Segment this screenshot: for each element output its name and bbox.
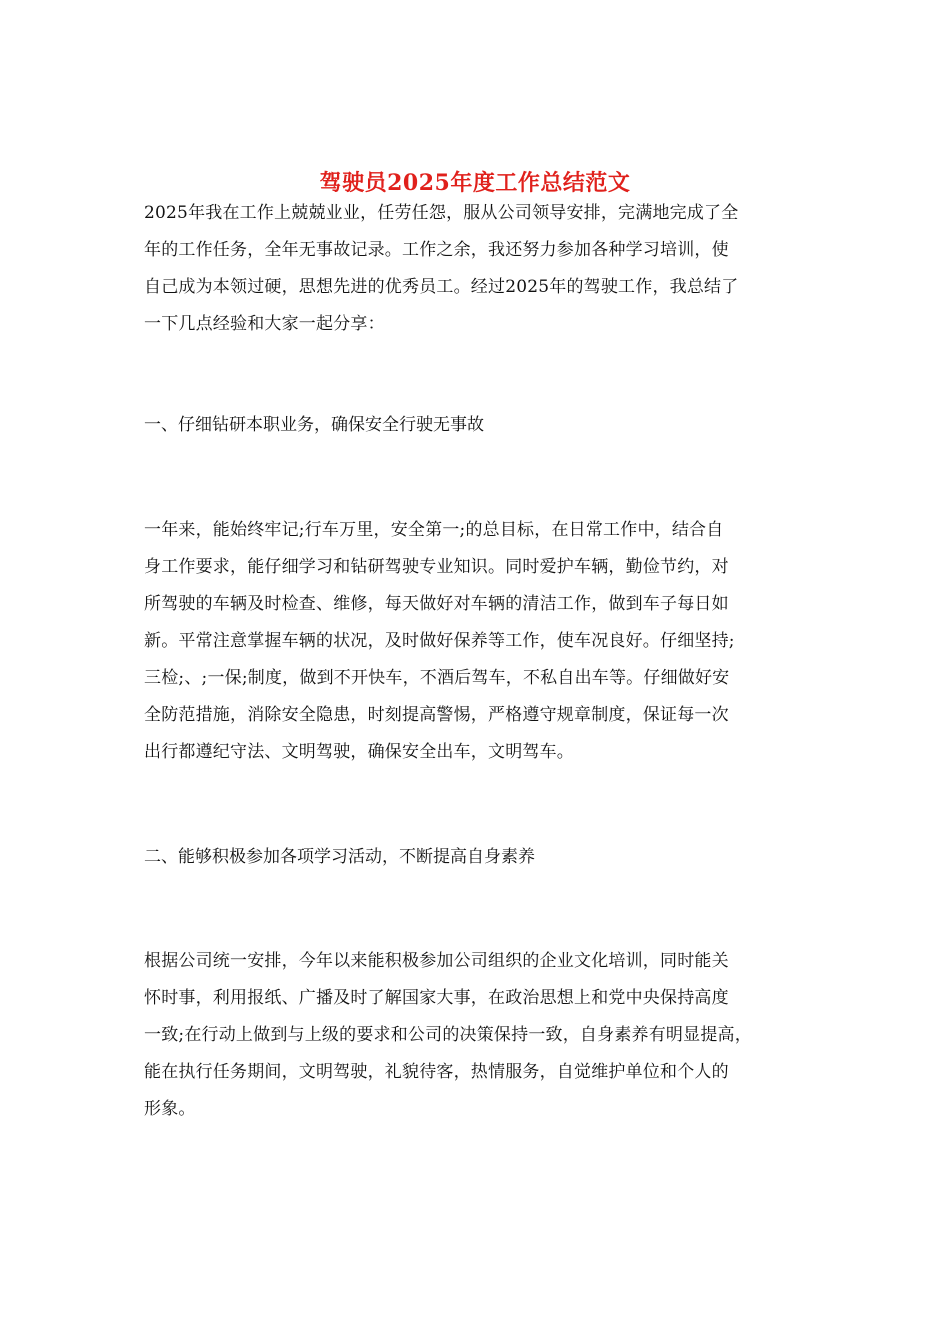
intro-paragraph [144, 195, 824, 343]
section1-line-4: 新。平常注意掌握车辆的状况，及时做好保养等工作，使车况良好。仔细坚持; [144, 631, 735, 651]
section2-line-3: 一致;在行动上做到与上级的要求和公司的决策保持一致，自身素养有明显提高， [144, 1025, 752, 1045]
section2-line-4: 能在执行任务期间，文明驾驶，礼貌待客，热情服务，自觉维护单位和个人的 [144, 1062, 729, 1082]
section1-line-2: 身工作要求，能仔细学习和钻研驾驶专业知识。同时爱护车辆，勤俭节约，对 [144, 557, 729, 577]
section1-line-7: 出行都遵纪守法、文明驾驶，确保安全出车，文明驾车。 [144, 742, 574, 762]
section1-heading: 一、仔细钻研本职业务，确保安全行驶无事故 [144, 415, 484, 435]
intro-line-1: 2025年我在工作上兢兢业业，任劳任怨，服从公司领导安排，完满地完成了全 [144, 203, 739, 223]
section2-line-5: 形象。 [144, 1099, 196, 1119]
section2-line-2: 怀时事，利用报纸、广播及时了解国家大事，在政治思想上和党中央保持高度 [144, 988, 729, 1008]
intro-line-2: 年的工作任务，全年无事故记录。工作之余，我还努力参加各种学习培训，使 [144, 240, 729, 260]
section1-line-6: 全防范措施，消除安全隐患，时刻提高警惕，严格遵守规章制度，保证每一次 [144, 705, 729, 725]
section1-line-3: 所驾驶的车辆及时检查、维修，每天做好对车辆的清洁工作，做到车子每日如 [144, 594, 729, 614]
section1-line-1: 一年来，能始终牢记;行车万里，安全第一;的总目标，在日常工作中，结合自 [144, 520, 724, 540]
intro-line-4: 一下几点经验和大家一起分享： [144, 314, 385, 334]
section1-line-5: 三检;、;一保;制度，做到不开快车，不酒后驾车，不私自出车等。仔细做好安 [144, 668, 730, 688]
section2-line-1: 根据公司统一安排，今年以来能积极参加公司组织的企业文化培训，同时能关 [144, 951, 729, 971]
document-title: 驾驶员2025年度工作总结范文 [319, 169, 631, 196]
section2-paragraph [144, 943, 824, 1128]
section2-heading: 二、能够积极参加各项学习活动，不断提高自身素养 [144, 847, 535, 867]
section1-paragraph [144, 512, 824, 771]
intro-line-3: 自己成为本领过硬，思想先进的优秀员工。经过2025年的驾驶工作，我总结了 [144, 277, 739, 297]
